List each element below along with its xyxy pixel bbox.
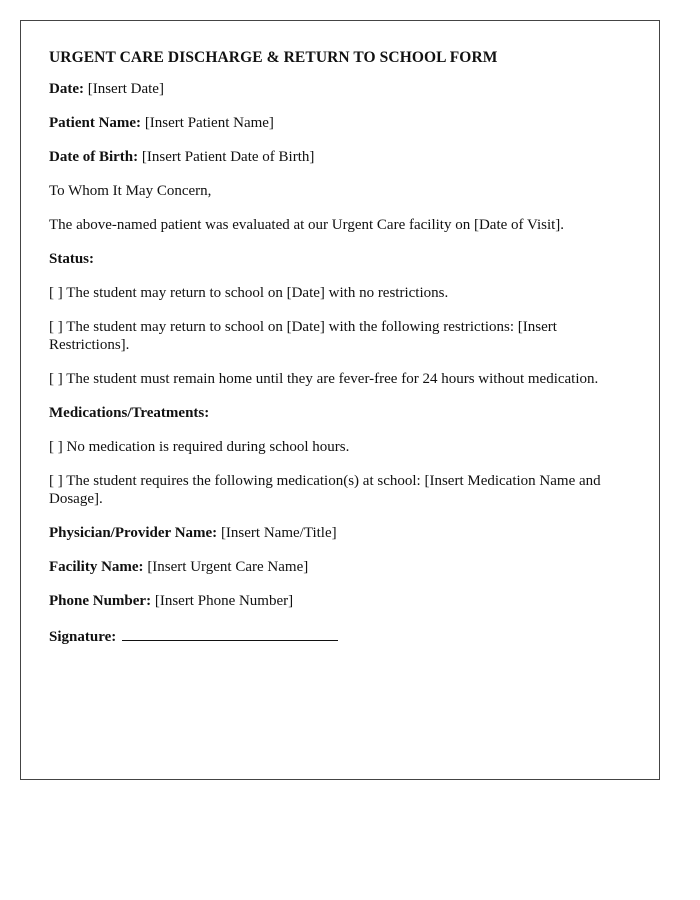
status-option-2: [ ] The student may return to school on [Date] with the following restrictions: [Insert Restrictions].	[49, 319, 557, 353]
phone-line	[49, 592, 631, 610]
patient-name-line	[49, 114, 631, 132]
date-value: [Insert Date]	[87, 81, 164, 97]
dob-line	[49, 148, 631, 166]
medication-option-2: [ ] The student requires the following medication(s) at school: [Insert Medication Name and Dosage].	[49, 473, 601, 507]
dob-label: Date of Birth:	[49, 149, 139, 165]
medication-option-1: [ ] No medication is required during school hours.	[49, 439, 350, 455]
form-page	[20, 20, 660, 780]
facility-line	[49, 558, 631, 576]
status-option-1: [ ] The student may return to school on [Date] with no restrictions.	[49, 285, 449, 301]
physician-value: [Insert Name/Title]	[220, 525, 337, 541]
intro-paragraph: The above-named patient was evaluated at our Urgent Care facility on [Date of Visit].	[49, 217, 565, 233]
physician-label: Physician/Provider Name:	[49, 525, 218, 541]
date-line	[49, 80, 631, 98]
phone-label: Phone Number:	[49, 593, 152, 609]
medications-heading: Medications/Treatments:	[49, 405, 210, 421]
signature-field[interactable]	[122, 626, 338, 641]
date-label: Date:	[49, 81, 84, 97]
facility-value: [Insert Urgent Care Name]	[147, 559, 309, 575]
patient-name-value: [Insert Patient Name]	[144, 115, 274, 131]
salutation: To Whom It May Concern,	[49, 183, 212, 199]
physician-line	[49, 524, 631, 542]
status-heading: Status:	[49, 251, 95, 267]
phone-value: [Insert Phone Number]	[154, 593, 294, 609]
status-option-3: [ ] The student must remain home until they are fever-free for 24 hours without medication.	[49, 371, 599, 387]
facility-label: Facility Name:	[49, 559, 144, 575]
signature-line	[49, 626, 631, 646]
dob-value: [Insert Patient Date of Birth]	[141, 149, 315, 165]
form-title: URGENT CARE DISCHARGE & RETURN TO SCHOOL FORM	[49, 49, 498, 66]
patient-name-label: Patient Name:	[49, 115, 142, 131]
signature-label: Signature:	[49, 629, 117, 645]
